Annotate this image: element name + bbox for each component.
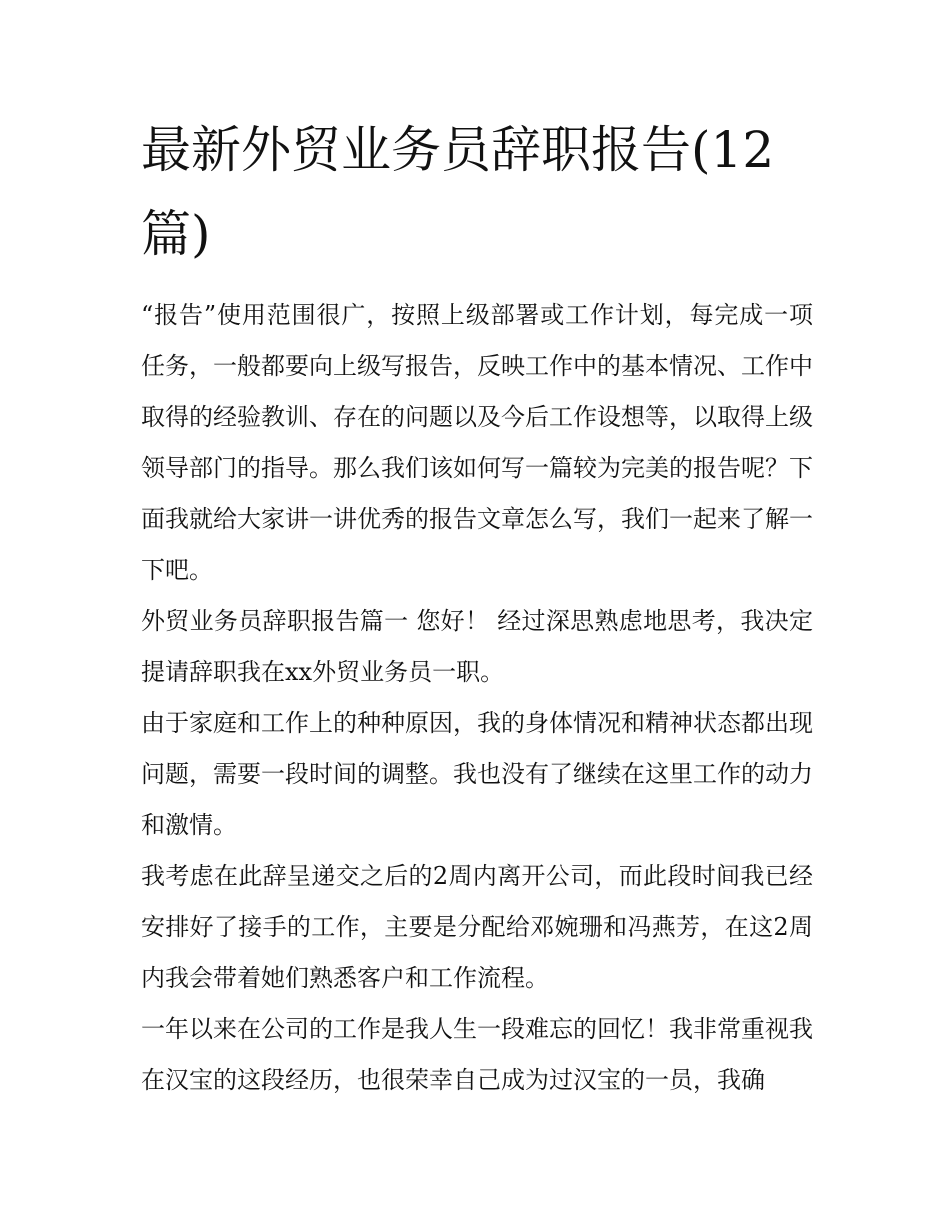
paragraph-intro: “报告”使用范围很广，按照上级部署或工作计划，每完成一项任务，一般都要向上级写报告，反映工作中的基本情况、工作中取得的经验教训、存在的问题以及今后工作设想等，以取得上级领导部门的指导。那么我们该如何写一篇较为完美的报告呢？下面我就给大家讲一讲优秀的报告文章怎么写，我们一起来了解一下吧。: [141, 301, 813, 584]
paragraph-reason: 由于家庭和工作上的种种原因，我的身体情况和精神状态都出现问题，需要一段时间的调整。我也没有了继续在这里工作的动力和激情。: [141, 709, 813, 839]
paragraph-greeting: 外贸业务员辞职报告篇一 您好！ 经过深思熟虑地思考，我决定提请辞职我在xx外贸业务员一职。: [141, 607, 813, 686]
document-title: 最新外贸业务员辞职报告(12篇): [141, 121, 775, 263]
paragraph-gratitude: 一年以来在公司的工作是我人生一段难忘的回忆！我非常重视我在汉宝的这段经历，也很荣幸自己成为过汉宝的一员，我确: [141, 1015, 813, 1094]
document-page: [141, 108, 813, 1106]
paragraph-handover: 我考虑在此辞呈递交之后的2周内离开公司，而此段时间我已经安排好了接手的工作，主要是分配给邓婉珊和冯燕芳，在这2周内我会带着她们熟悉客户和工作流程。: [141, 862, 813, 992]
